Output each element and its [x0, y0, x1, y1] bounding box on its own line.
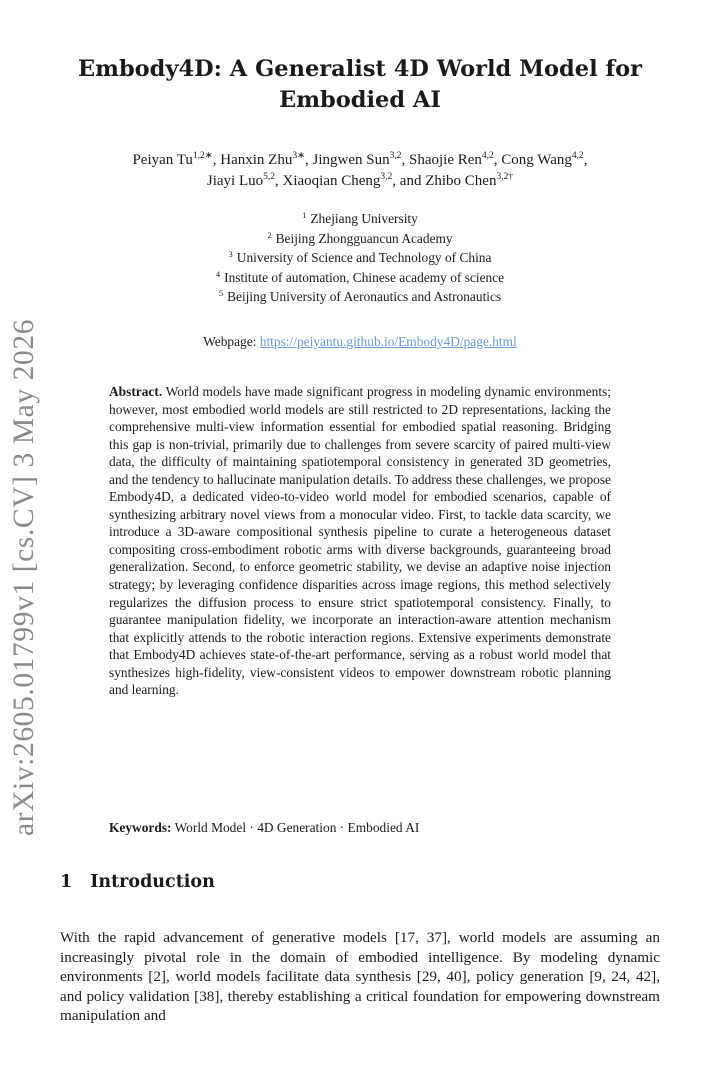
author-separator: ,: [212, 152, 221, 168]
author-affiliation-marker: 4,2: [481, 151, 494, 161]
author-affiliation-marker: 3,2: [389, 151, 402, 161]
affiliation-item: [60, 248, 660, 268]
author-separator: ,: [305, 152, 313, 168]
affiliation-name: University of Science and Technology of China: [236, 250, 492, 265]
author-affiliation-marker: 1,2∗: [192, 151, 213, 161]
affiliation-number: 2: [267, 229, 272, 240]
author-name: Hanxin Zhu: [220, 152, 293, 168]
introduction-paragraph: With the rapid advancement of generative models [17, 37], world models are assuming an increasingly pivotal role in the domain of embodied intelligence. By modeling dynamic environments [2], world models facilitate data synthesis [29, 40], policy generation [9, 24, 42], and policy validation [38], thereby establishing a critical foundation for empowering downstream manipulation and: [60, 929, 660, 1025]
author-name: Jiayi Luo: [206, 173, 264, 189]
section-title: Introduction: [90, 872, 215, 892]
author-name: Shaojie Ren: [409, 152, 482, 168]
affiliation-name: Beijing Zhongguancun Academy: [275, 230, 453, 246]
author-separator: ,: [275, 173, 283, 189]
section-number: 1: [60, 872, 73, 892]
arxiv-identifier-stamp: arXiv:2605.01799v1 [cs.CV] 3 May 2026: [8, 318, 40, 836]
webpage-label: Webpage:: [203, 334, 257, 349]
author-separator: , and: [392, 173, 426, 189]
author-name: Cong Wang: [501, 152, 572, 168]
keywords-heading: Keywords:: [109, 820, 172, 835]
section-heading-introduction: [60, 872, 215, 892]
affiliation-name: Institute of automation, Chinese academy of science: [224, 269, 505, 285]
webpage-line: [60, 334, 660, 350]
author-affiliation-marker: 4,2: [571, 151, 584, 161]
paper-title: Embody4D: A Generalist 4D World Model for Embodied AI: [77, 56, 643, 113]
affiliation-item: [60, 268, 660, 288]
author-name: Zhibo Chen: [425, 173, 497, 189]
author-name: Xiaoqian Cheng: [282, 173, 381, 189]
author-affiliation-marker: 3,2: [380, 172, 393, 182]
abstract-text: World models have made significant progress in modeling dynamic environments; however, most embodied world models are still restricted to 2D representations, lacking the comprehensive multi-view information essential for embodied spatial reasoning. Bridging this gap is non-trivial, primarily due to challenges from severe scarcity of paired multi-view data, the difficulty of maintaining spatiotemporal consistency in generated 3D geometries, and the tendency to hallucinate manipulation details. To address these challenges, we propose Embody4D, a dedicated video-to-video world model for embodied scenarios, capable of synthesizing arbitrary novel views from a monocular video. First, to tackle data scarcity, we introduce a 3D-aware compositional synthesis pipeline to curate a heterogeneous dataset compositing cross-embodiment robotic arms with diverse backgrounds, guaranteeing broad generalization. Second, to enforce geometric stability, we devise an adaptive noise injection strategy; by leveraging confidence disparities across image regions, this method selectively regularizes the diffusion process to ensure strict spatiotemporal consistency. Finally, to guarantee manipulation fidelity, we incorporate an interaction-aware attention mechanism that explicitly attends to the robotic interaction regions. Extensive experiments demonstrate that Embody4D achieves state-of-the-art performance, serving as a robust world model that synthesizes high-fidelity, view-consistent videos to empower downstream robotic planning and learning.: [109, 384, 611, 698]
author-affiliation-marker: 5,2: [263, 172, 276, 182]
affiliation-number: 3: [228, 249, 233, 259]
abstract-block: [109, 383, 611, 699]
affiliation-list: [60, 209, 660, 307]
affiliation-number: 5: [218, 288, 224, 298]
affiliation-number: 4: [215, 268, 221, 279]
author-name: Peiyan Tu: [132, 152, 193, 168]
author-affiliation-marker: 3,2†: [496, 172, 514, 182]
affiliation-item: [60, 209, 660, 229]
author-name: Jingwen Sun: [312, 152, 390, 168]
author-affiliation-marker: 3∗: [292, 151, 306, 161]
author-separator: ,: [583, 152, 588, 168]
affiliation-name: Zhejiang University: [310, 211, 418, 226]
affiliation-item: [60, 229, 660, 249]
keywords-text: World Model · 4D Generation · Embodied AI: [174, 820, 420, 835]
author-separator: ,: [493, 152, 502, 168]
webpage-link[interactable]: https://peiyantu.github.io/Embody4D/page.html: [259, 334, 517, 349]
author-separator: ,: [401, 152, 410, 168]
keywords-line: [109, 820, 611, 836]
abstract-heading: Abstract.: [109, 384, 163, 399]
affiliation-name: Beijing University of Aeronautics and Astronautics: [227, 289, 502, 304]
affiliation-number: 1: [302, 210, 307, 220]
author-list: [40, 150, 680, 192]
affiliation-item: [60, 287, 660, 307]
